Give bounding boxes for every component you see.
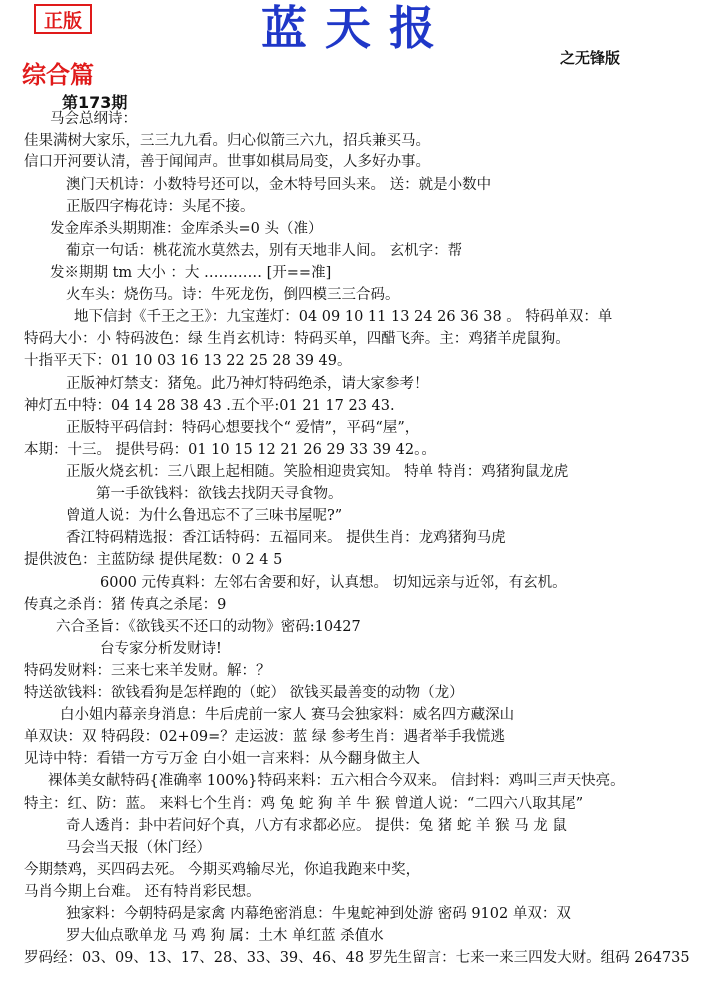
text-line: 地下信封《千王之王》：九宝莲灯：04 09 10 11 13 24 26 36 38 。 特码单双：单 (74, 309, 613, 325)
text-line: 罗大仙点歌单龙 马 鸡 狗 属：土木 单红蓝 杀值水 (66, 928, 384, 944)
text-line: 独家料：今朝特码是家禽 内幕绝密消息：牛鬼蛇神到处游 密码 9102 单双：双 (66, 906, 571, 922)
text-line: 罗码经：03、09、13、17、28、33、39、46、48 罗先生留言：七来一来三四发大财。组码 264735 (24, 950, 690, 966)
text-line: 奇人透肖：卦中若问好个真，八方有求都必应。 提供：兔 猪 蛇 羊 猴 马 龙 鼠 (66, 818, 567, 834)
text-line: 火车头：烧伤马。诗：牛死龙伤，倒四模三三合码。 (66, 287, 400, 303)
text-line: 澳门天机诗：小数特号还可以，金木特号回头来。 送：就是小数中 (66, 177, 492, 193)
text-line: 香江特码精选报：香江话特码：五福同来。 提供生肖：龙鸡猪狗马虎 (66, 530, 506, 546)
text-line: 信口开河要认清，善于闻闻声。世事如棋局局变，人多好办事。 (24, 154, 430, 170)
text-line: 6000 元传真料：左邻右舍要和好，认真想。 切知远亲与近邻，有玄机。 (100, 575, 567, 591)
text-line: 发※期期 tm 大小 ：大 ………… [开==准] (50, 265, 332, 281)
text-line: 葡京一句话：桃花流水莫然去，别有天地非人间。 玄机字：帮 (66, 243, 463, 259)
text-line: 神灯五中特：04 14 28 38 43 .五个平:01 21 17 23 43. (24, 398, 395, 414)
genuine-edition-badge: 正版 (34, 4, 92, 34)
text-line: 正版火烧玄机：三八跟上起相随。笑脸相迎贵宾知。 特单 特肖：鸡猪狗鼠龙虎 (66, 464, 569, 480)
text-line: 单双诀：双 特码段：02+09=？走运波：蓝 绿 参考生肖：遇者举手我慌逃 (24, 729, 506, 745)
text-line: 裸体美女献特码{准确率 100%}特码来料：五六相合今双来。 信封料：鸡叫三声天快亮。 (48, 773, 625, 789)
text-line: 第一手欲钱料：欲钱去找阴天寻食物。 (96, 486, 343, 502)
text-line: 见诗中特：看错一方亏万金 白小姐一言来料：从今翻身做主人 (24, 751, 421, 767)
text-line: 曾道人说：为什么鲁迅忘不了三味书屋呢?” (66, 508, 343, 524)
text-line: 佳果满树大家乐，三三九九看。归心似箭三六九，招兵兼买马。 (24, 133, 430, 149)
section-title: 综合篇 (22, 60, 94, 89)
text-line: 马肖今期上台难。 还有特肖彩民想。 (24, 884, 261, 900)
text-line: 今期禁鸡，买四码去死。 今期买鸡输尽光，你追我跑来中奖， (24, 862, 421, 878)
text-line: 正版神灯禁支：猪兔。此乃神灯特码绝杀，请大家参考！ (66, 376, 429, 392)
newspaper-title: 蓝天报 (261, 1, 453, 55)
text-line: 正版四字梅花诗：头尾不接。 (66, 199, 255, 215)
edition-label: 之无锋版 (560, 49, 621, 67)
text-line: 传真之杀肖：猪 传真之杀尾：9 (24, 597, 227, 613)
text-line: 马会总纲诗： (50, 111, 137, 127)
text-line: 正版特平码信封：特码心想要找个“ 爱情”，平码“屋”， (66, 420, 420, 436)
text-line: 特送欲钱料：欲钱看狗是怎样跑的（蛇） 欲钱买最善变的动物（龙） (24, 685, 464, 701)
text-line: 十指平天下：01 10 03 16 13 22 25 28 39 49。 (24, 353, 352, 369)
text-line: 特码发财料：三来七来羊发财。解：？ (24, 663, 271, 679)
issue-number: 第173期 (62, 93, 128, 112)
text-line: 马会当天报（休门经） (66, 840, 211, 856)
text-line: 提供波色：主蓝防绿 提供尾数：0 2 4 5 (24, 552, 283, 568)
text-line: 本期：十三。 提供号码：01 10 15 12 21 26 29 33 39 42。。 (24, 442, 436, 458)
text-line: 六合圣旨：《欲钱买不还口的动物》密码:10427 (56, 619, 361, 635)
text-line: 白小姐内幕亲身消息：牛后虎前一家人 赛马会独家料：威名四方藏深山 (60, 707, 515, 723)
text-line: 台专家分析发财诗! (100, 641, 222, 657)
text-line: 发金库杀头期期准：金库杀头=0 头（准） (50, 221, 323, 237)
text-line: 特码大小：小 特码波色：绿 生肖玄机诗：特码买单，四醋飞奔。主：鸡猪羊虎鼠狗。 (24, 331, 570, 347)
text-line: 特主：红、防：蓝。 来料七个生肖：鸡 兔 蛇 狗 羊 牛 猴 曾道人说：“二四六八取其尾” (24, 796, 584, 812)
